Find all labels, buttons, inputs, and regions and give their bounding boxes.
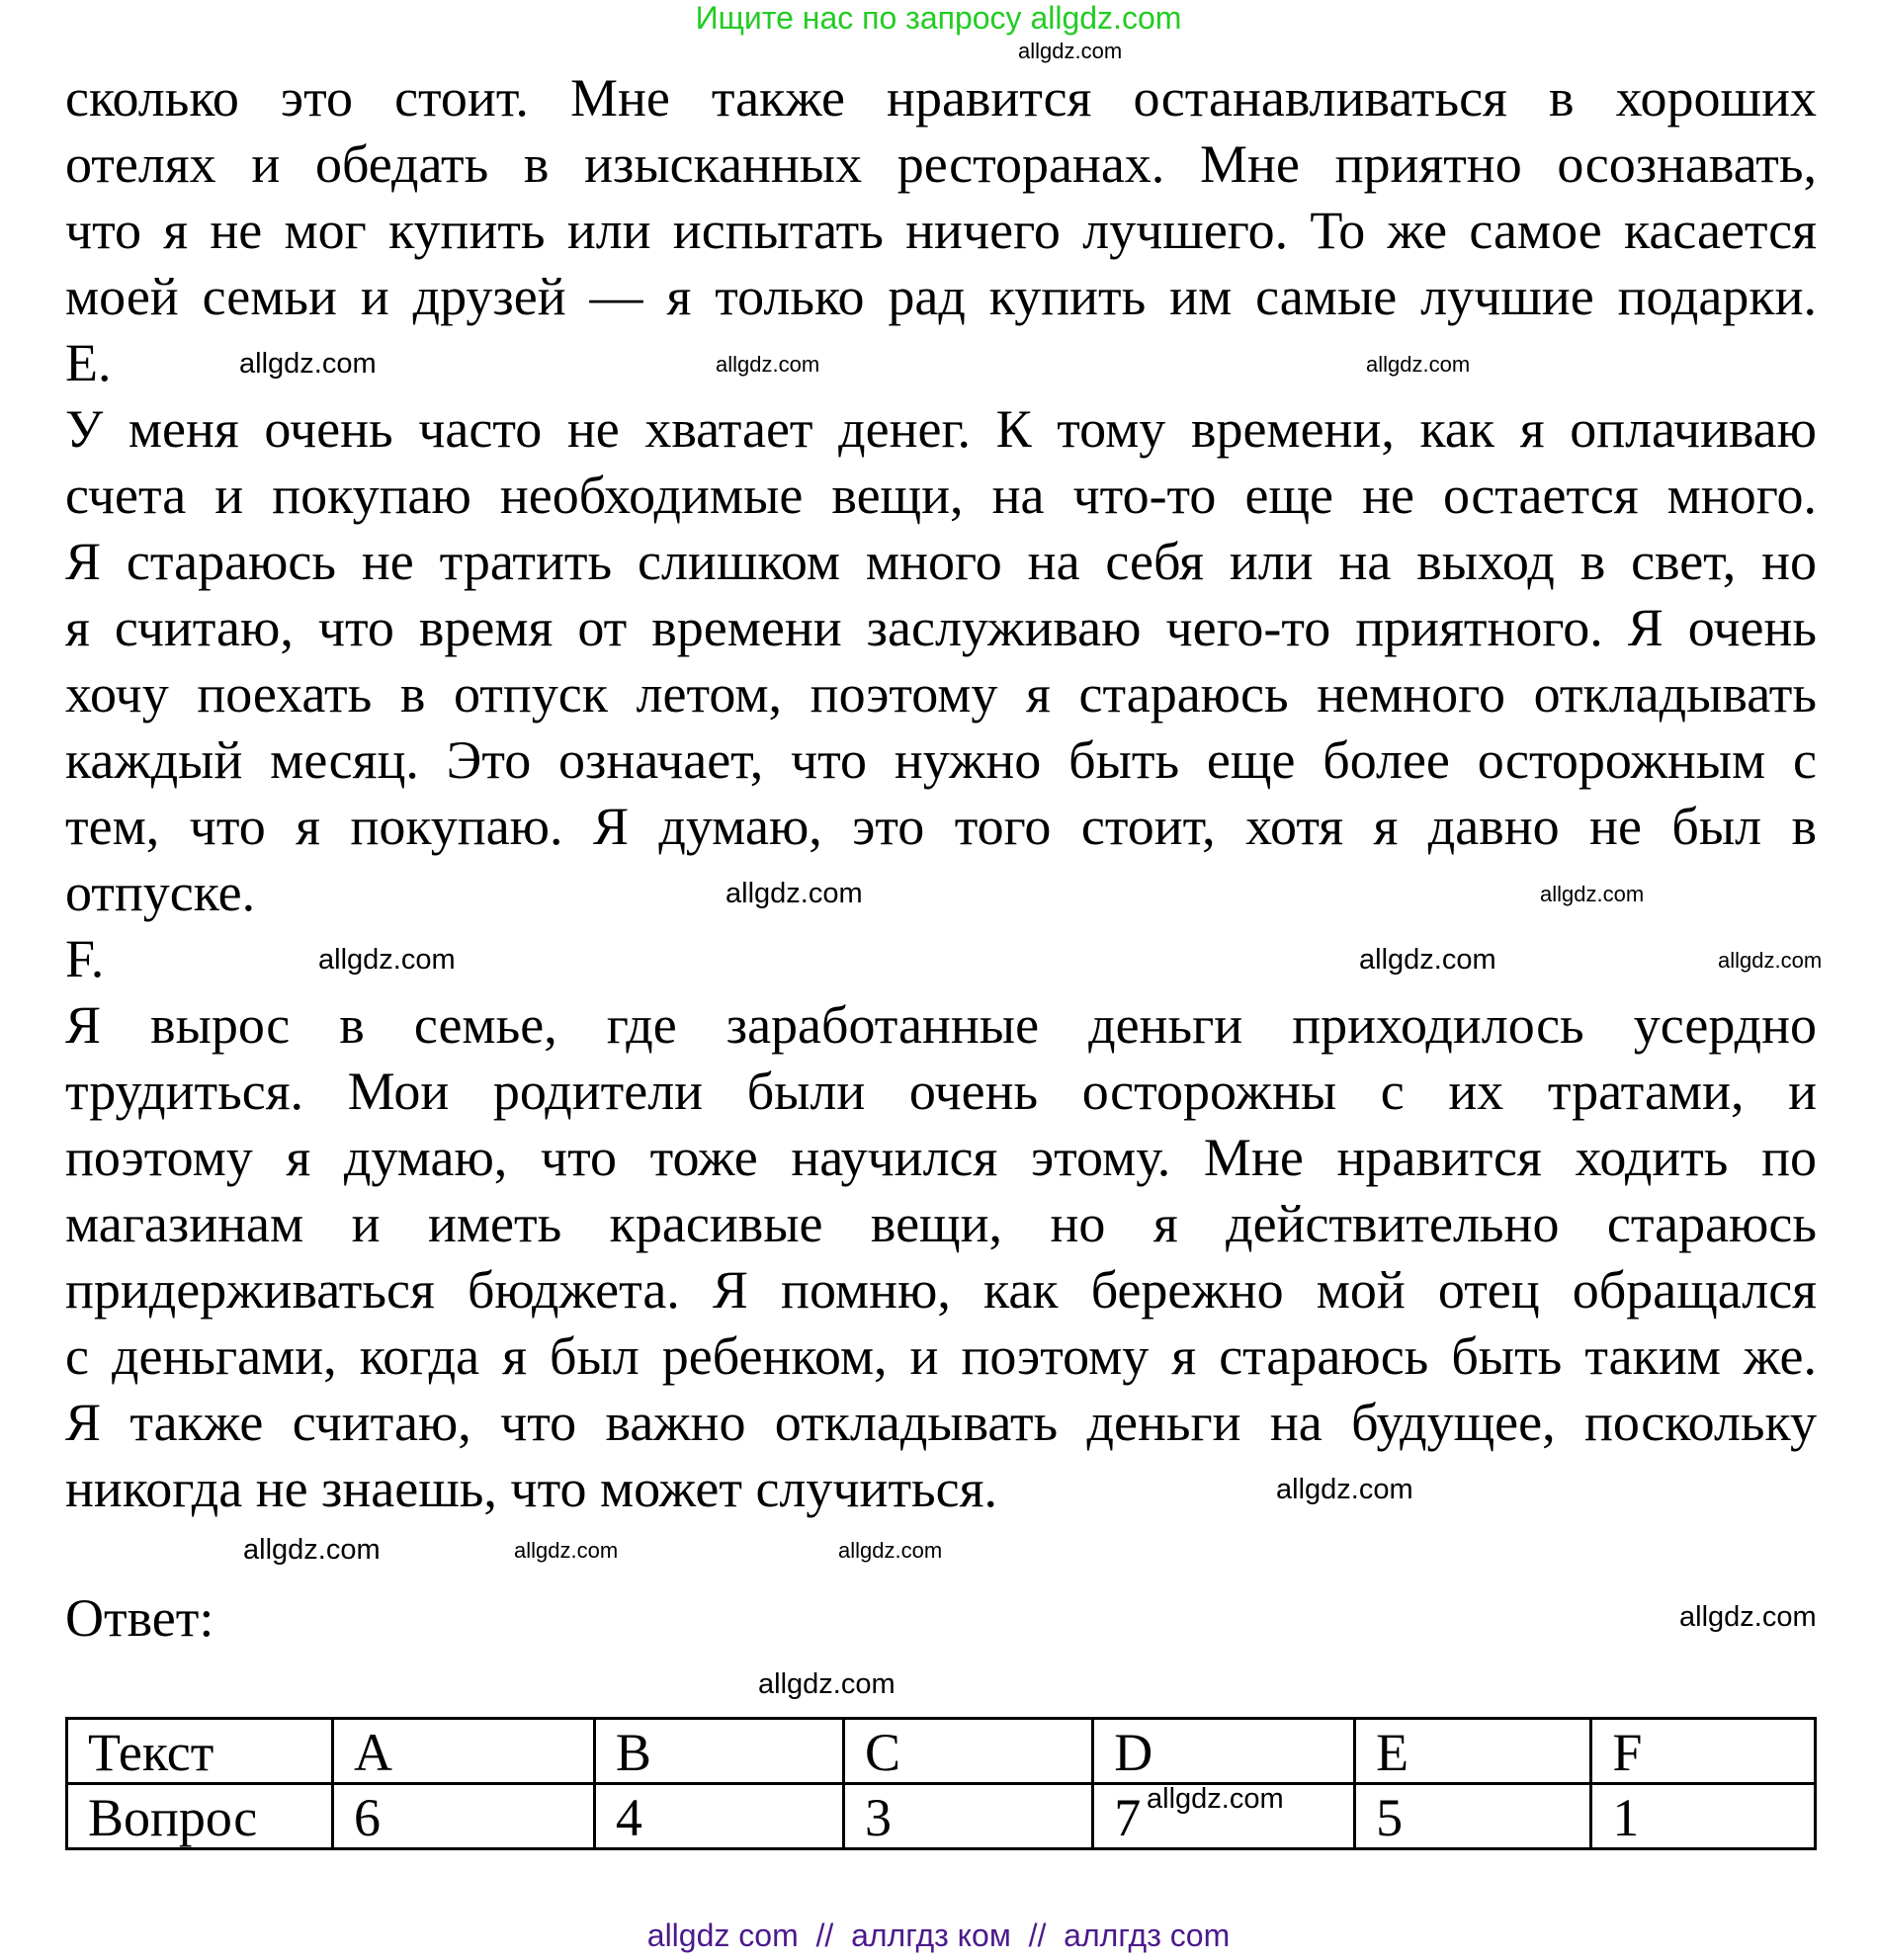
table-cell: 5 [1355,1784,1591,1849]
watermark: allgdz.com [1366,352,1471,377]
text-line: тем, что я покупаю. Я думаю, это того стоит, хотя я давно не был в [65,797,1817,856]
text-line: У меня очень часто не хватает денег. К тому времени, как я оплачиваю [65,399,1817,459]
table-cell: B [594,1719,843,1784]
table-row-question [67,1784,1816,1849]
watermark: allgdz.com [716,352,820,377]
table-cell: 3 [844,1784,1093,1849]
answer-label: Ответ: [65,1588,214,1648]
text-line: Я стараюсь не тратить слишком много на себя или на выход в свет, но [65,532,1817,591]
watermark: allgdz.com [243,1534,381,1566]
watermark: allgdz.com [1018,39,1123,63]
footer-watermark: allgdz com // аллгдз ком // аллгдз com [646,1917,1231,1953]
watermark: allgdz.com [758,1668,896,1700]
watermark: allgdz.com [1359,944,1496,976]
text-line: счета и покупаю необходимые вещи, на что-то еще не остается много. [65,466,1817,525]
text-line: отелях и обедать в изысканных ресторанах. Мне приятно осознавать, [65,134,1817,194]
table-cell: 7 [1093,1784,1355,1849]
watermark: allgdz.com [1540,882,1645,906]
watermark: allgdz.com [838,1538,943,1563]
search-banner: Ищите нас по запросу allgdz.com [695,0,1182,36]
text-line: поэтому я думаю, что тоже научился этому. Мне нравится ходить по [65,1128,1817,1187]
text-line: каждый месяц. Это означает, что нужно быть еще более осторожным с [65,730,1817,790]
watermark: allgdz.com [1276,1474,1413,1505]
text-line: сколько это стоит. Мне также нравится останавливаться в хороших [65,68,1817,128]
text-line: E. [65,333,112,392]
text-line: магазинам и иметь красивые вещи, но я действительно стараюсь [65,1194,1817,1253]
text-line: я считаю, что время от времени заслуживаю чего-то приятного. Я очень [65,598,1817,657]
table-cell: D [1093,1719,1355,1784]
text-line: F. [65,929,105,988]
text-line: Я вырос в семье, где заработанные деньги приходилось усердно [65,995,1817,1055]
table-cell: 6 [333,1784,595,1849]
table-cell: F [1591,1719,1816,1784]
watermark: allgdz.com [1679,1601,1817,1633]
table-cell: E [1355,1719,1591,1784]
text-line: с деньгами, когда я был ребенком, и поэтому я стараюсь быть таким же. [65,1326,1817,1386]
text-line: хочу поехать в отпуск летом, поэтому я стараюсь немного откладывать [65,664,1817,724]
text-line: моей семьи и друзей — я только рад купить им самые лучшие подарки. [65,267,1817,326]
text-line: никогда не знаешь, что может случиться. [65,1459,997,1518]
watermark: allgdz.com [514,1538,619,1563]
table-cell: Вопрос [67,1784,333,1849]
watermark: allgdz.com [239,348,377,380]
text-line: Я также считаю, что важно откладывать деньги на будущее, поскольку [65,1393,1817,1452]
answer-table [65,1717,1817,1850]
watermark: allgdz.com [318,944,456,976]
text-line: отпуске. [65,863,256,922]
text-line: придерживаться бюджета. Я помню, как бережно мой отец обращался [65,1260,1817,1320]
table-cell: 1 [1591,1784,1816,1849]
text-line: что я не мог купить или испытать ничего лучшего. То же самое касается [65,201,1817,260]
table-row-text [67,1719,1816,1784]
table-cell: C [844,1719,1093,1784]
table-cell: A [333,1719,595,1784]
table-cell: Текст [67,1719,333,1784]
watermark: allgdz.com [1718,948,1823,973]
text-line: трудиться. Мои родители были очень осторожны с их тратами, и [65,1062,1817,1121]
table-cell: 4 [594,1784,843,1849]
watermark: allgdz.com [1147,1783,1284,1815]
watermark: allgdz.com [725,878,863,909]
